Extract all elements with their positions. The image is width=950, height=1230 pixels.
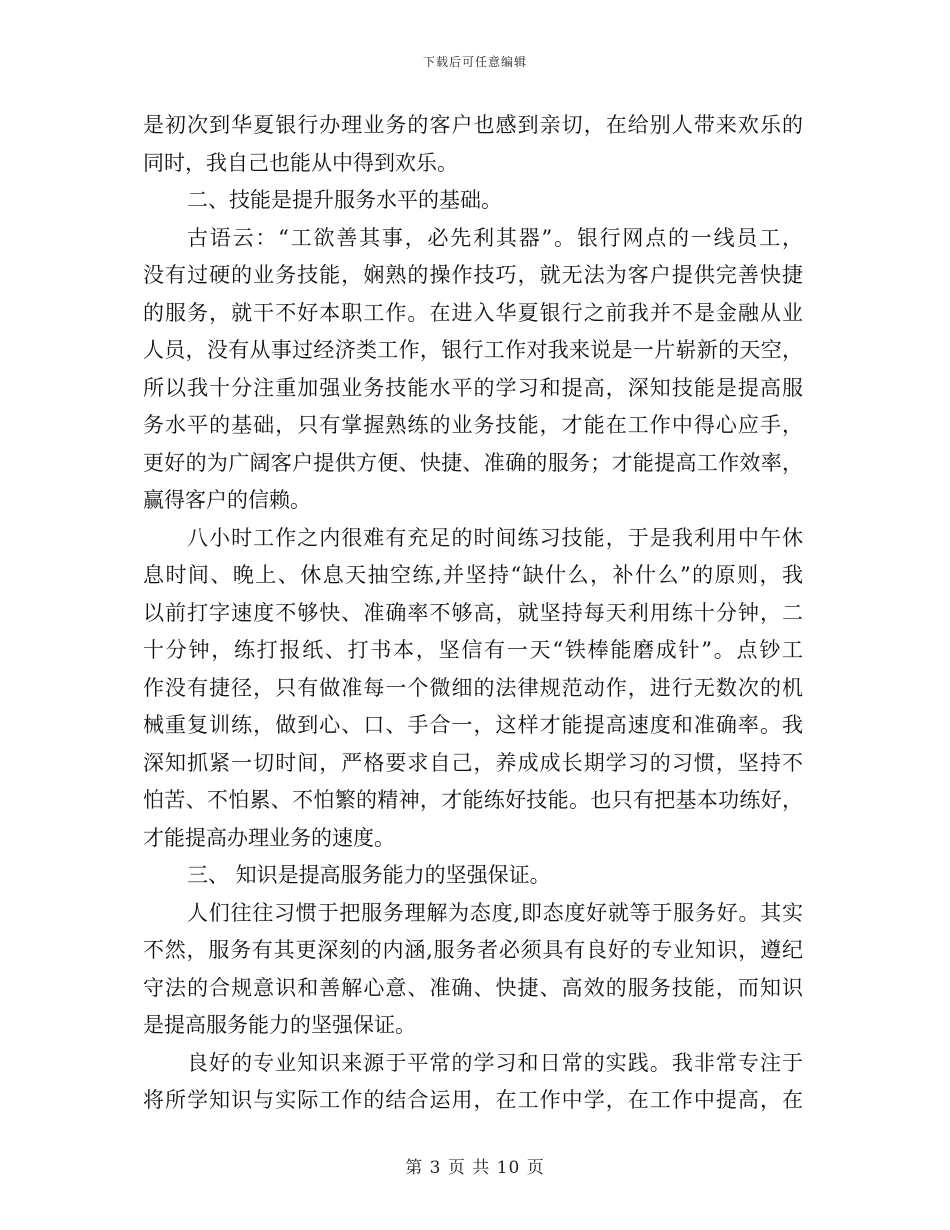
text-line: 同时，我自己也能从中得到欢乐。	[143, 150, 458, 175]
page-header-note: 下载后可任意编辑	[422, 55, 527, 69]
text-line: 是提高服务能力的坚强保证。	[143, 1013, 416, 1037]
text-line: 赢得客户的信赖。	[143, 488, 311, 512]
text-line: 三、 知识是提高服务能力的坚强保证。	[187, 863, 551, 887]
text-line: 守法的合规意识和善解心意、准确、快捷、高效的服务技能，而知识	[143, 975, 803, 1000]
text-line: 人们往往习惯于把服务理解为态度,即态度好就等于服务好。其实	[187, 900, 803, 925]
text-line: 不然，服务有其更深刻的内涵,服务者必须具有良好的专业知识，遵纪	[143, 938, 803, 962]
text-line: 怕苦、不怕累、不怕繁的精神，才能练好技能。也只有把基本功练好，	[143, 788, 803, 812]
text-line: 十分钟，练打报纸、打书本，坚信有一天“铁棒能磨成针”。点钞工	[143, 638, 803, 662]
text-line: 作没有捷径，只有做准每一个微细的法律规范动作，进行无数次的机	[143, 675, 803, 700]
document-body	[143, 107, 803, 1120]
text-line: 没有过硬的业务技能，娴熟的操作技巧，就无法为客户提供完善快捷	[143, 263, 803, 287]
text-line: 将所学知识与实际工作的结合运用，在工作中学，在工作中提高，在	[143, 1088, 803, 1112]
text-line: 八小时工作之内很难有充足的时间练习技能，于是我利用中午休	[187, 525, 803, 550]
text-line: 的服务，就干不好本职工作。在进入华夏银行之前我并不是金融从业	[143, 300, 803, 325]
text-line: 良好的专业知识来源于平常的学习和日常的实践。我非常专注于	[187, 1050, 803, 1075]
text-line: 息时间、晚上、休息天抽空练,并坚持“缺什么，补什么”的原则，我	[143, 563, 803, 587]
text-line: 二、技能是提升服务水平的基础。	[187, 188, 502, 212]
text-line: 深知抓紧一切时间，严格要求自己，养成成长期学习的习惯，坚持不	[143, 750, 803, 775]
text-line: 务水平的基础，只有掌握熟练的业务技能，才能在工作中得心应手，	[143, 413, 803, 437]
page-number-footer: 第 3 页 共 10 页	[405, 1158, 545, 1178]
text-line: 以前打字速度不够快、准确率不够高，就坚持每天利用练十分钟，二	[143, 600, 803, 625]
text-line: 才能提高办理业务的速度。	[143, 825, 395, 850]
text-line: 所以我十分注重加强业务技能水平的学习和提高，深知技能是提高服	[143, 375, 803, 400]
text-line: 古语云：“工欲善其事，必先利其器”。银行网点的一线员工，	[187, 225, 803, 250]
text-line: 更好的为广阔客户提供方便、快捷、准确的服务；才能提高工作效率，	[143, 450, 803, 475]
text-line: 是初次到华夏银行办理业务的客户也感到亲切，在给别人带来欢乐的	[143, 113, 803, 137]
text-line: 械重复训练，做到心、口、手合一，这样才能提高速度和准确率。我	[143, 713, 803, 737]
text-line: 人员，没有从事过经济类工作，银行工作对我来说是一片崭新的天空，	[143, 338, 803, 362]
